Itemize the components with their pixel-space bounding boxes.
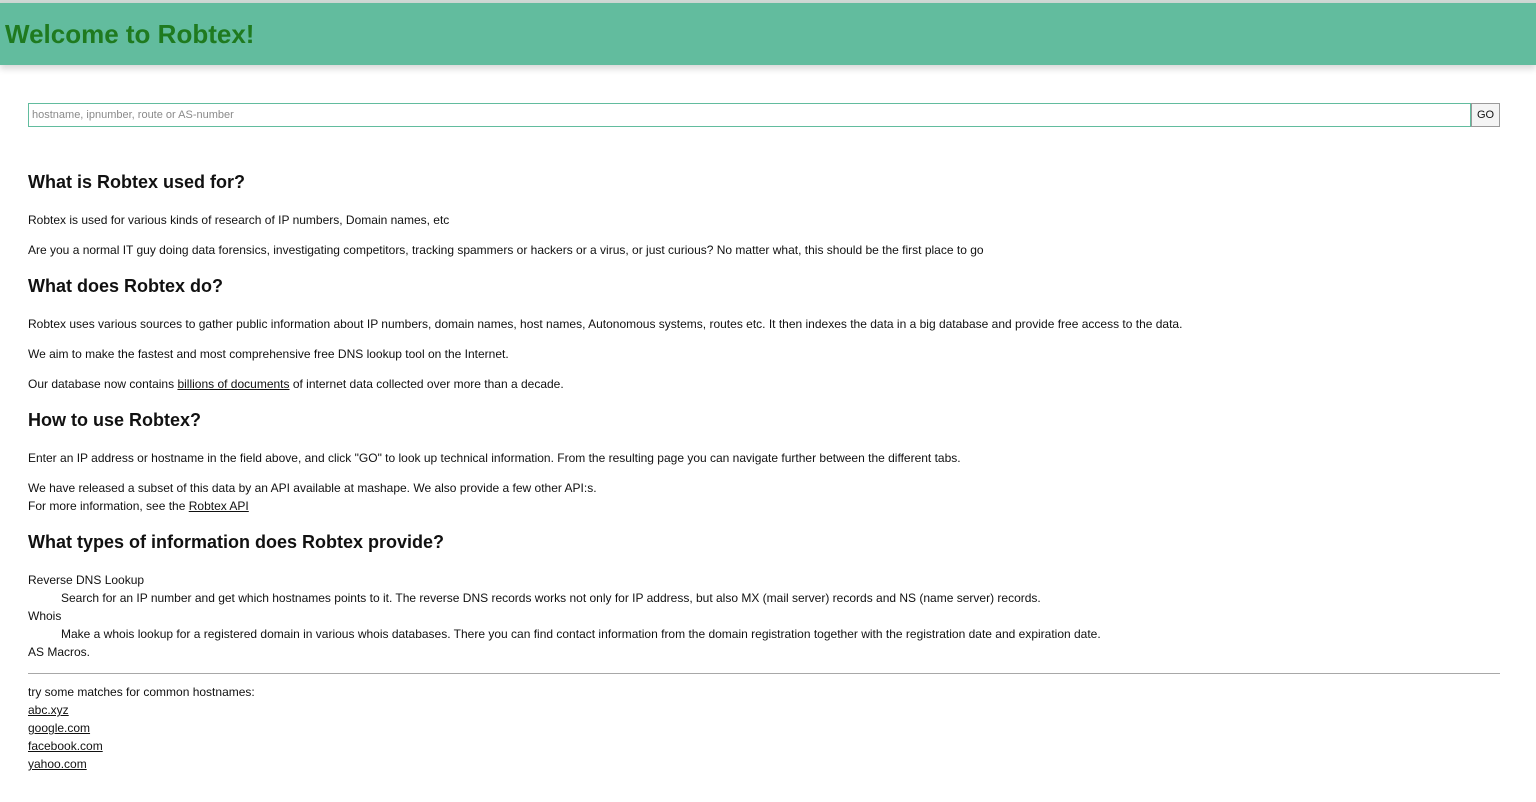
robtex-api-link[interactable]: Robtex API	[188, 499, 249, 513]
hostname-matches	[28, 683, 1500, 773]
info-types-list	[28, 571, 1500, 661]
info-type-term: Whois	[28, 609, 62, 623]
used-for-paragraph-1: Robtex is used for various kinds of research of IP numbers, Domain names, etc	[28, 213, 450, 227]
info-type-term: Reverse DNS Lookup	[28, 573, 145, 587]
match-link[interactable]: yahoo.com	[28, 757, 87, 771]
divider	[28, 673, 1500, 674]
does-paragraph-3-start: Our database now contains	[28, 377, 178, 391]
go-button[interactable]: GO	[1471, 103, 1500, 127]
matches-intro: try some matches for common hostnames:	[28, 685, 255, 699]
how-to-more-info-text: For more information, see the	[28, 499, 189, 513]
how-to-paragraph-2	[28, 479, 1500, 515]
page-title: Welcome to Robtex!	[5, 18, 255, 49]
heading-how-to: How to use Robtex?	[28, 410, 202, 430]
info-type-description: Search for an IP number and get which hostnames points to it. The reverse DNS records works not only for IP address, but also MX (mail server) records and NS (name server) records.	[61, 591, 1041, 605]
match-link[interactable]: facebook.com	[28, 739, 103, 753]
does-paragraph-2: We aim to make the fastest and most comprehensive free DNS lookup tool on the Internet.	[28, 347, 509, 361]
does-paragraph-3	[28, 375, 1500, 393]
info-type-description: Make a whois lookup for a registered domain in various whois databases. There you can find contact information from the domain registration together with the registration date and expiration date.	[61, 627, 1101, 641]
main-content	[0, 103, 1536, 773]
match-link[interactable]: abc.xyz	[28, 703, 69, 717]
search-input[interactable]	[28, 103, 1471, 127]
billions-of-documents-link[interactable]: billions of documents	[177, 377, 290, 391]
match-link[interactable]: google.com	[28, 721, 91, 735]
search-form	[28, 103, 1500, 127]
heading-does: What does Robtex do?	[28, 276, 223, 296]
info-type-term: AS Macros.	[28, 645, 91, 659]
heading-used-for: What is Robtex used for?	[28, 172, 246, 192]
how-to-paragraph-1: Enter an IP address or hostname in the field above, and click "GO" to look up technical information. From the resulting page you can navigate further between the different tabs.	[28, 451, 961, 465]
does-paragraph-1: Robtex uses various sources to gather public information about IP numbers, domain names, host names, Autonomous systems, routes etc. It then indexes the data in a big database and provide free access to the data.	[28, 317, 1183, 331]
used-for-paragraph-2: Are you a normal IT guy doing data forensics, investigating competitors, tracking spammers or hackers or a virus, or just curious? No matter what, this should be the first place to go	[28, 243, 984, 257]
how-to-api-text: We have released a subset of this data by an API available at mashape. We also provide a few other API:s.	[28, 481, 597, 495]
does-paragraph-3-end: of internet data collected over more than a decade.	[289, 377, 564, 391]
heading-types: What types of information does Robtex provide?	[28, 532, 445, 552]
site-header	[0, 3, 1536, 65]
